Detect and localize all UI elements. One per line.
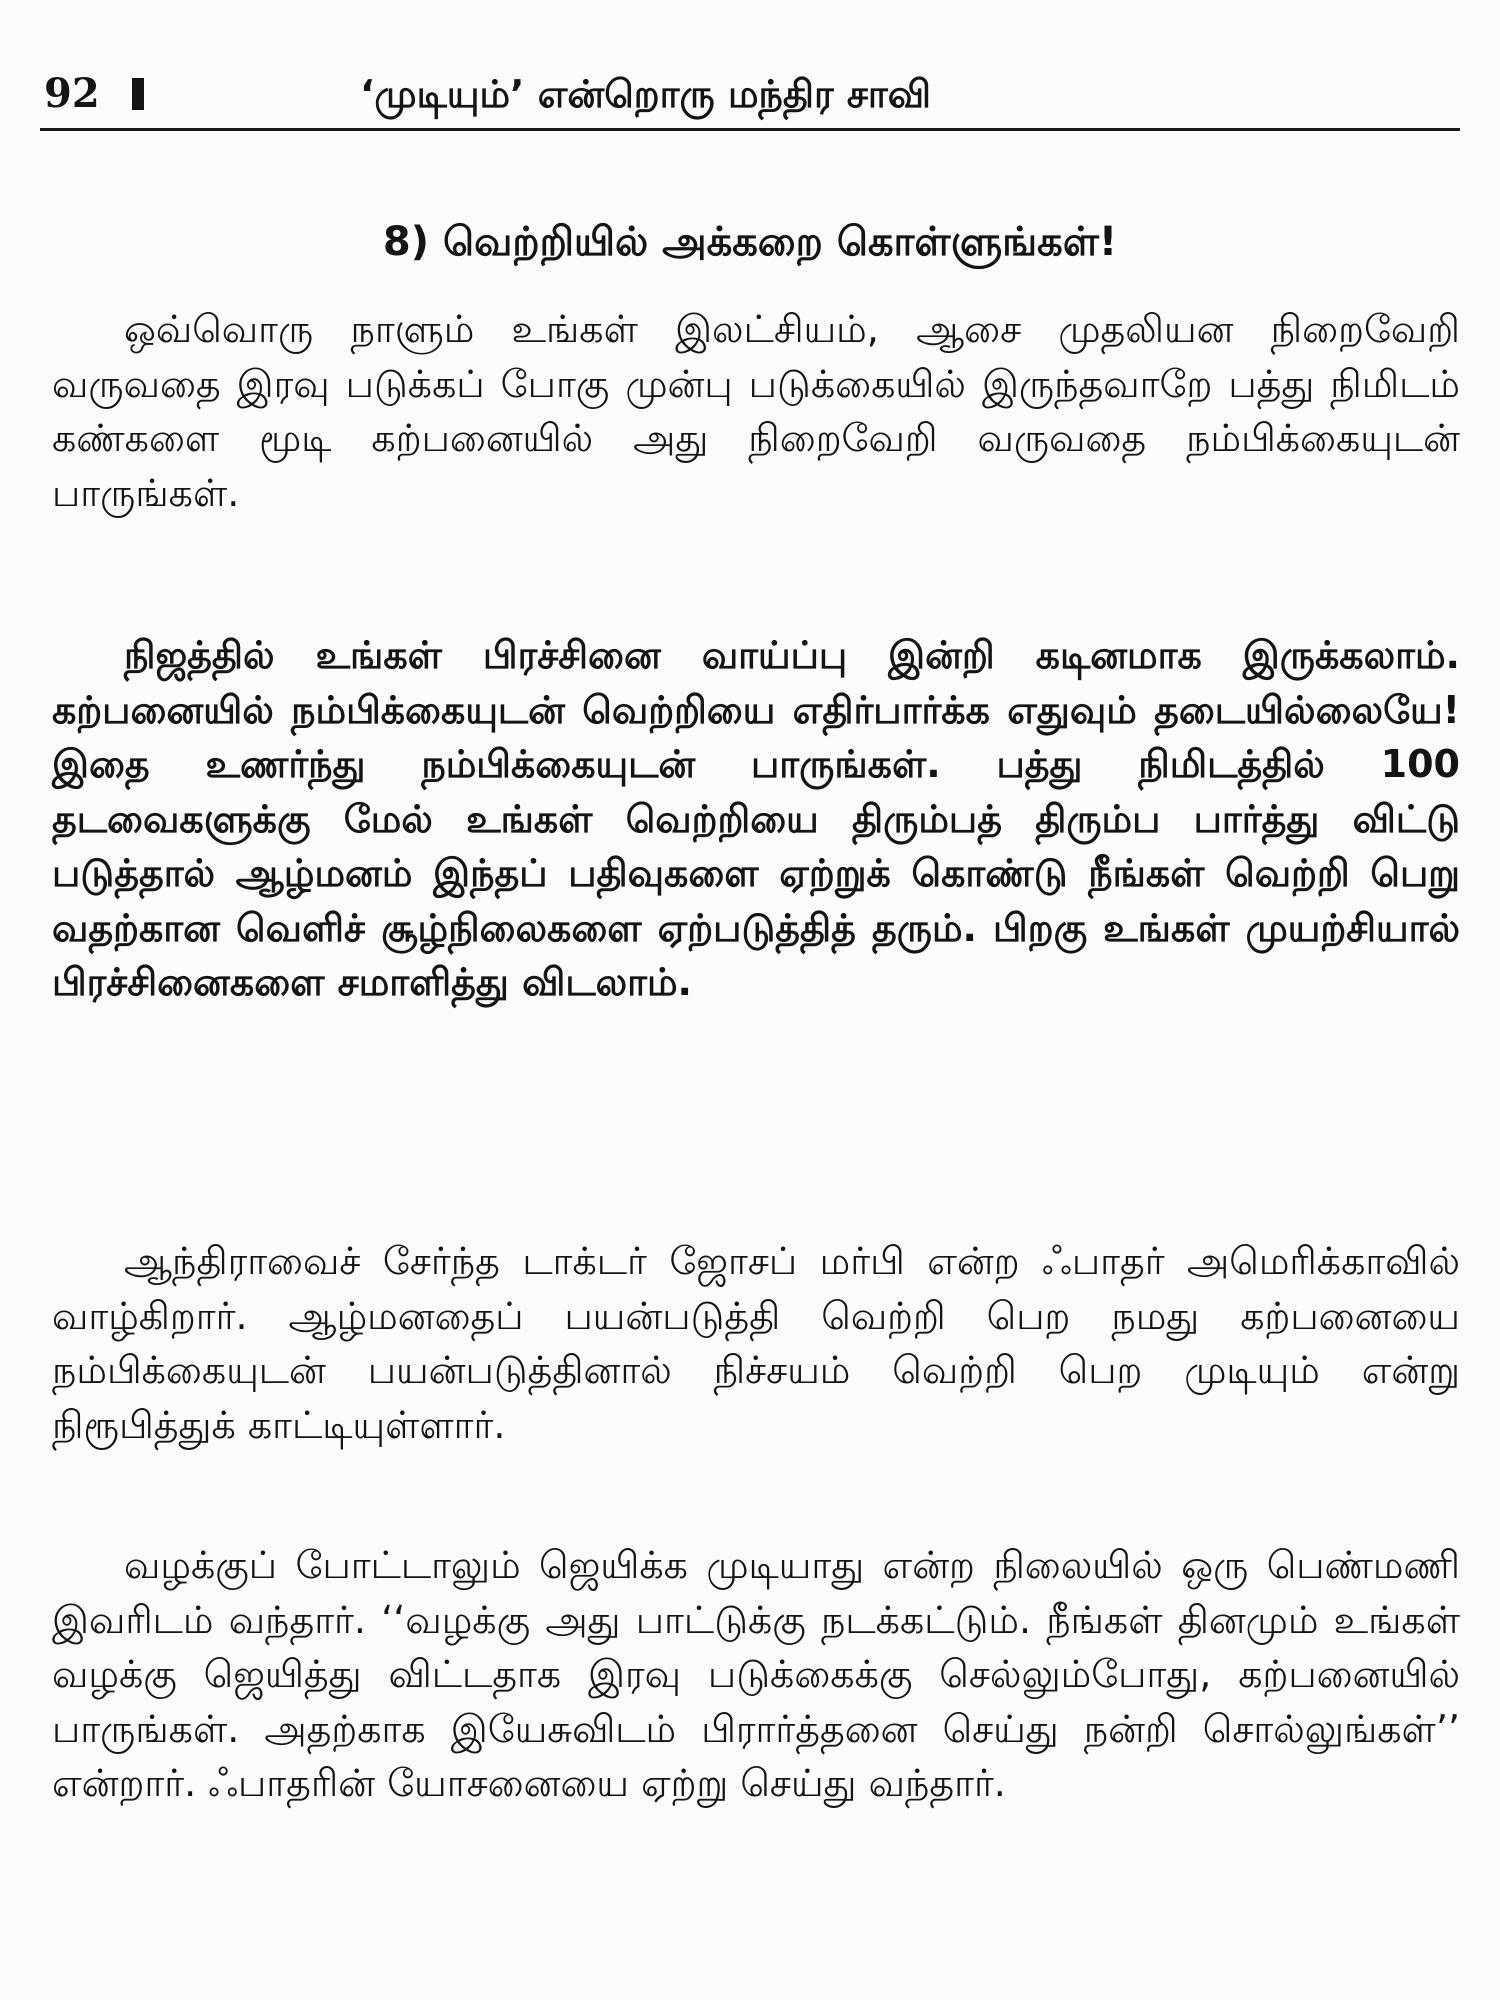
paragraph-1: ஒவ்வொரு நாளும் உங்கள் இலட்சியம், ஆசை முதலியன நிறைவேறி வருவதை இரவு படுக்கப் போகு முன்பு படுக்கையில் இருந்தவாறே பத்து நிமிடம் கண்களை மூடி கற்பனையில் அது நிறைவேறி வருவதை நம்பிக்கையுடன் பாருங்கள். <box>52 307 1460 515</box>
header-rule <box>40 128 1460 131</box>
header-block-mark <box>132 78 144 110</box>
paragraph-3: ஆந்திராவைச் சேர்ந்த டாக்டர் ஜோசப் மர்பி என்ற ஃபாதர் அமெரிக்காவில் வாழ்கிறார். ஆழ்மனதைப் பயன்படுத்தி வெற்றி பெற நமது கற்பனையை நம்பிக்கையுடன் பயன்படுத்தினால் நிச்சயம் வெற்றி பெற முடியும் என்று நிரூபித்துக் காட்டியுள்ளார். <box>52 1239 1460 1447</box>
page-number: 92 <box>44 70 100 117</box>
running-title: ‘முடியும்’ என்றொரு மந்திர சாவி <box>360 72 932 116</box>
section-heading: 8) வெற்றியில் அக்கறை கொள்ளுங்கள்! <box>382 219 1118 265</box>
paragraph-4: வழக்குப் போட்டாலும் ஜெயிக்க முடியாது என்ற நிலையில் ஒரு பெண்மணி இவரிடம் வந்தார். ‘‘வழக்கு அது பாட்டுக்கு நடக்கட்டும். நீங்கள் தினமும் உங்கள் வழக்கு ஜெயித்து விட்டதாக இரவு படுக்கைக்கு செல்லும்போது, கற்பனையில் பாருங்கள். அதற்காக இயேசுவிடம் பிரார்த்தனை செய்து நன்றி சொல்லுங்கள்’’ என்றார். ஃபாதரின் யோசனையை ஏற்று செய்து வந்தார். <box>52 1543 1460 1805</box>
running-header <box>40 66 1460 126</box>
paragraph-2: நிஜத்தில் உங்கள் பிரச்சினை வாய்ப்பு இன்றி கடினமாக இருக்கலாம். கற்பனையில் நம்பிக்கையுடன் வெற்றியை எதிர்பார்க்க எதுவும் தடையில்லையே! இதை உணர்ந்து நம்பிக்கையுடன் பாருங்கள். பத்து நிமிடத்தில் 100 தடவைகளுக்கு மேல் உங்கள் வெற்றியை திரும்பத் திரும்ப பார்த்து விட்டு படுத்தால் ஆழ்மனம் இந்தப் பதிவுகளை ஏற்றுக் கொண்டு நீங்கள் வெற்றி பெறு வதற்கான வெளிச் சூழ்நிலைகளை ஏற்படுத்தித் தரும். பிறகு உங்கள் முயற்சியால் பிரச்சினைகளை சமாளித்து விடலாம். <box>52 633 1460 1004</box>
